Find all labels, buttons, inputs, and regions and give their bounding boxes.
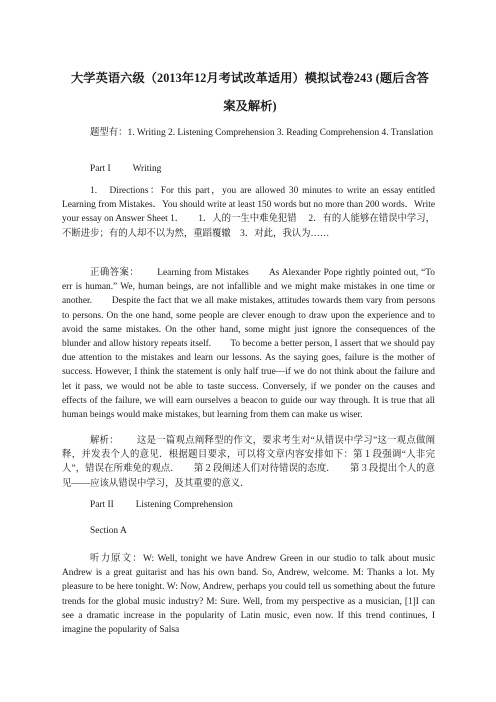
question-1-text: 1. Directions：For this part，you are allowed 30 minutes to write an essay entitled Learning from Mistakes．You should write at least 150 words but no more than 200 words．Write your essay on Answer Sheet 1． 1．人的一生中难免犯错 2．有的人能够在错误中学习，不断进步；有的人却不以为然，重蹈覆辙 3．对此，我认为…… [62, 186, 435, 239]
listening-script-paragraph [62, 552, 435, 672]
part2-name: Listening Comprehension [135, 500, 233, 510]
script-text: W: Well, tonight we have Andrew Green in our studio to talk about music Andrew is a great guitarist and has his own band. So, Andrew, welcome. M: Thanks a lot. My pleasure to be here tonight. W: Now, Andrew, perhaps you could tell us something about the future trends for the global music industry? M: Sure. Well, from my perspective as a musician, [1]I can see a dramatic increase in the popularity of Latin music, even now. If this trend continues, I imagine the popularity of Salsa [62, 554, 435, 636]
analysis-paragraph [62, 434, 435, 491]
part2-label: Part II [90, 500, 114, 510]
part1-label: Part I [90, 164, 111, 174]
analysis-label: 解析： [90, 436, 119, 446]
answer-text: Learning from Mistakes As Alexander Pope rightly pointed out, “To err is human.” We, human beings, are not infallible and we might make mistakes in one time or another. Despite the fact that we all make mistakes, attitudes towards them vary from persons to persons. On the one hand, some people are clever enough to draw upon the experience and to avoid the same mistakes. On the other hand, some might just ignore the consequences of the blunder and allow history repeats itself. To become a better person, I assert that we should pay due attention to the mistakes and learn our lessons. As the saying goes, failure is the mother of success. However, I think the statement is only half true—if we do not think about the failure and let it pass, we would not be able to taste success. Conversely, if we ponder on the causes and effects of the failure, we will earn ourselves a beacon to guide our way through. It is true that all human beings would make mistakes, but learning from them can make us wiser. [62, 268, 435, 421]
part2-heading [62, 498, 435, 512]
question-types-line: 题型有：1. Writing 2. Listening Comprehension 3. Reading Comprehension 4. Translation [90, 128, 434, 138]
answer-paragraph [62, 266, 435, 422]
script-label: 听力原文： [90, 554, 143, 564]
document-title: 大学英语六级（2013年12月考试改革适用）模拟试卷243 (题后含答案及解析) [71, 71, 429, 113]
part1-name: Writing [132, 164, 162, 174]
answer-label: 正确答案： [90, 268, 140, 278]
section-a-heading: Section A [90, 526, 127, 536]
part1-heading [62, 162, 435, 176]
analysis-text: 这是一篇观点阐释型的作文，要求考生对“从错误中学习”这一观点做阐释，并发表个人的意见．根据题目要求，可以将文章内容安排如下：第１段强调“人非完人”，错误在所难免的观点． 第２段阐述人们对待错误的态度． 第３段提出个人的意见——应该从错误中学习，及其重要的意义． [62, 436, 435, 489]
